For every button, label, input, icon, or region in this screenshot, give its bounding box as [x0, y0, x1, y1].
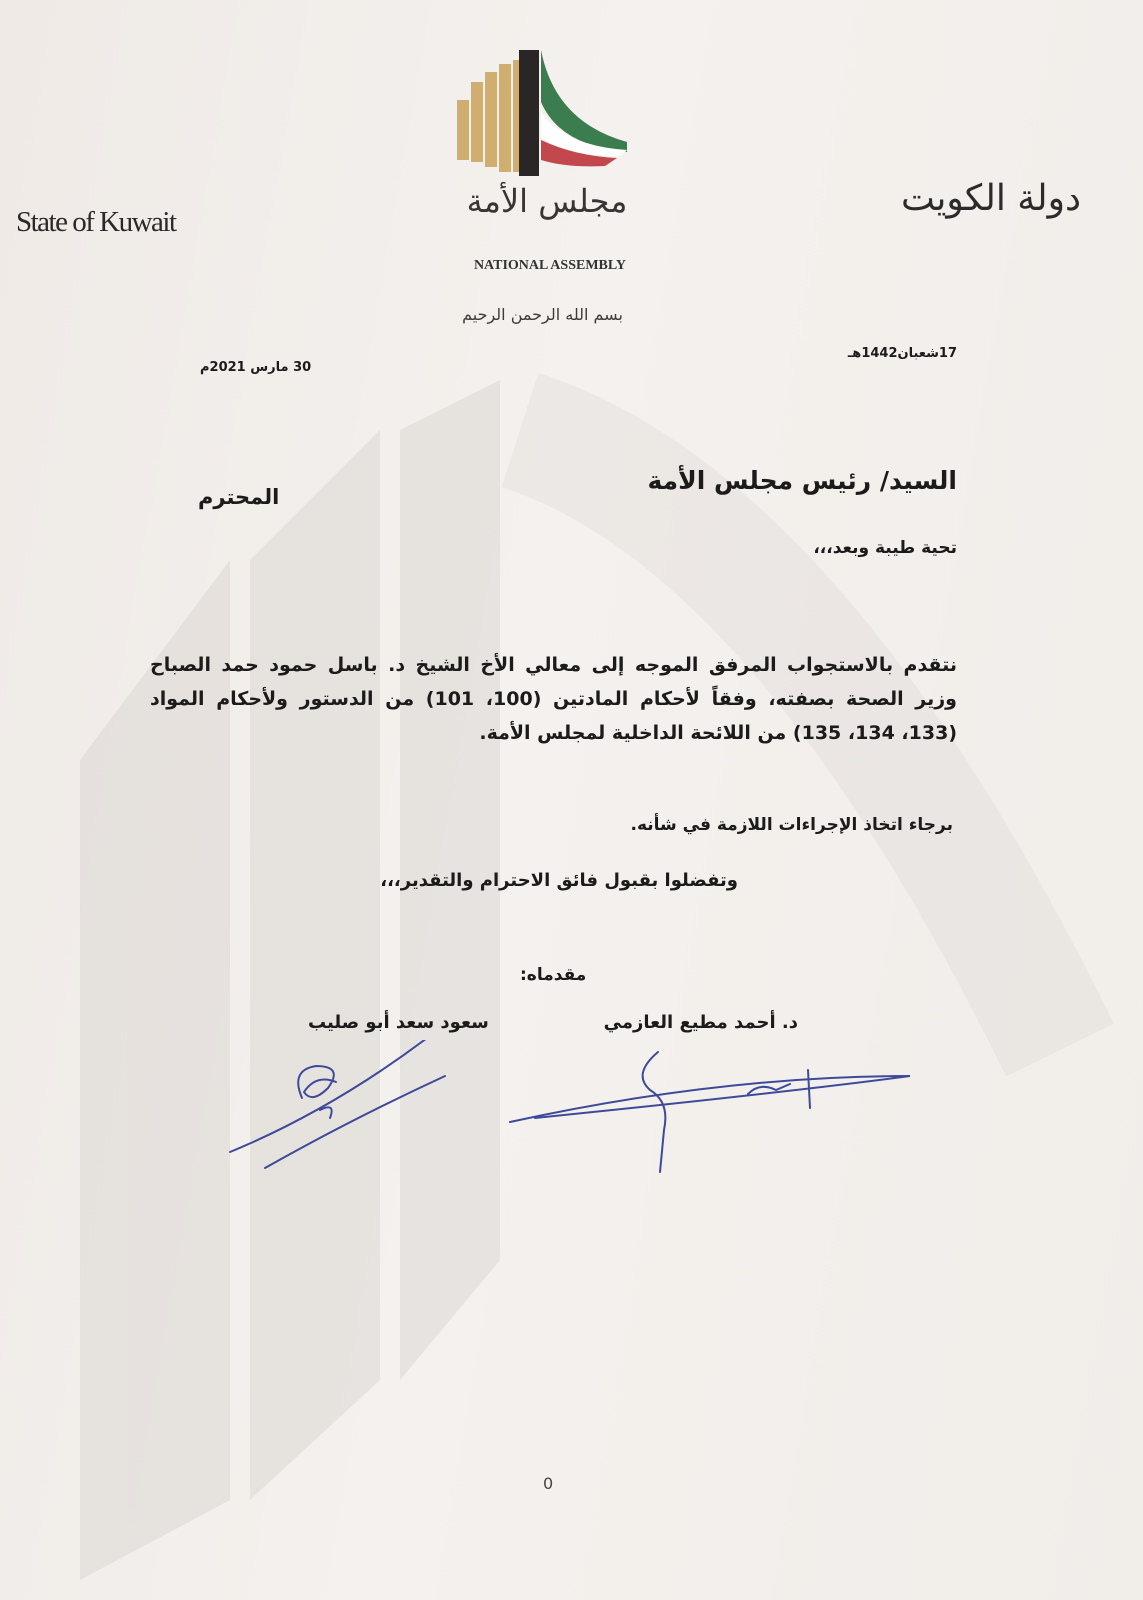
assembly-name-arabic: مجلس الأمة: [466, 182, 628, 220]
signature-2: [510, 1052, 910, 1172]
letter-body: [150, 648, 957, 750]
greeting: تحية طيبة وبعد،،،: [813, 538, 957, 558]
closing-line: وتفضلوا بقبول فائق الاحترام والتقدير،،،: [380, 870, 738, 891]
state-name-english: State of Kuwait: [16, 206, 176, 238]
body-paragraph: نتقدم بالاستجواب المرفق الموجه إلى معالي الأخ الشيخ د. باسل حمود حمد الصباح وزير الصحة بصفته، وفقاً لأحكام المادتين (100، 101) من الدستور ولأحكام المواد (133، 134، 135) من اللائحة الداخلية لمجلس الأمة.: [150, 654, 957, 744]
basmala: بسم الله الرحمن الرحيم: [462, 305, 623, 324]
signatory-name-2: سعود سعد أبو صليب: [308, 1012, 489, 1033]
assembly-name-english: NATIONAL ASSEMBLY: [473, 258, 627, 273]
request-line: برجاء اتخاذ الإجراءات اللازمة في شأنه.: [630, 815, 953, 835]
addressee: السيد/ رئيس مجلس الأمة: [647, 466, 957, 495]
honorific: المحترم: [198, 485, 280, 509]
date-gregorian: 30 مارس 2021م: [200, 360, 312, 375]
page-number: 0: [543, 1474, 554, 1493]
state-name-arabic: دولة الكويت: [901, 178, 1081, 219]
signatory-name-1: د. أحمد مطيع العازمي: [603, 1012, 798, 1033]
submitted-by-label: مقدماه:: [520, 965, 587, 985]
signature-1: [230, 1040, 520, 1168]
date-hijri: 17شعبان1442هـ: [847, 346, 957, 361]
handwritten-signatures: [220, 1040, 940, 1190]
